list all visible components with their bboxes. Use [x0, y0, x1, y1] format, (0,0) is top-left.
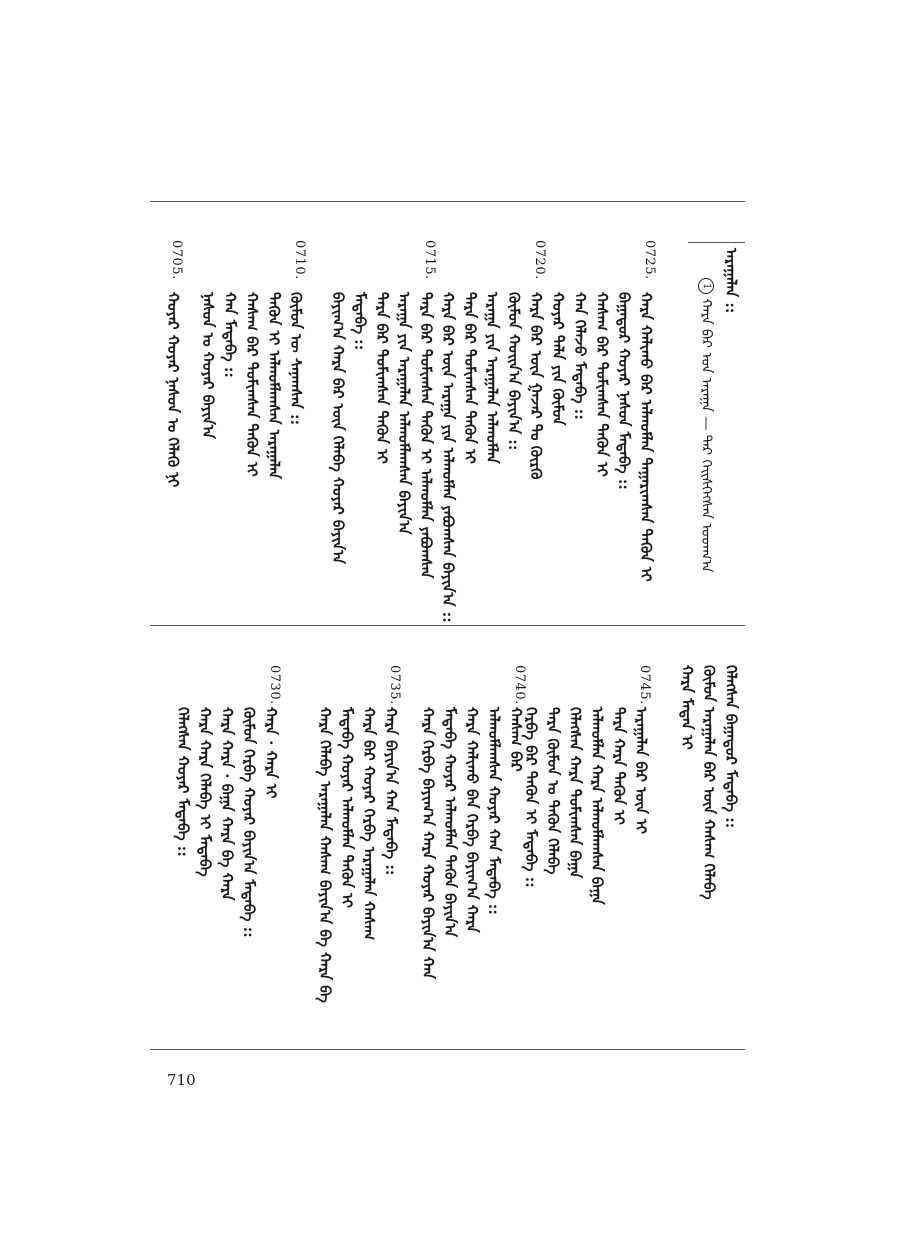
verse-line: ᠬᠠᠷᠠ ᠪᠡᠷ ᠦᠨ ᠭᠠᠵᠠᠷ ᠲᠤ ᠬᠦᠷᠬᠦ	[527, 292, 545, 480]
verse-line: ᠪᠠᠭᠠᠲᠤᠷ ᠬᠤᠶᠠᠷ ᠨᠠᠰᠤᠨ ᠮᠡᠳᠡᠪᠡ ::	[615, 292, 633, 490]
top-rule	[150, 201, 745, 202]
verse-line: ᠬᠠᠰᠠᠭ ᠪᠡᠷ ᠲᠤᠮᠢᠭᠰᠠᠨ ᠲᠡᠭᠦᠨ ᠢ	[593, 292, 611, 477]
verse-line: ᠬᠠᠷᠠ ᠪᠡᠷ ᠦᠨ ᠠᠷᠠᠭᠠ ᠶᠢᠨ ᠠᠯᠬᠤᠮᠯᠠᠨ ᠶᠠᠪᠤᠭᠰᠠᠨ ᠪᠠᠶᠢᠨ᠎ᠠ ::	[439, 292, 457, 623]
verse-line: ᠬᠠᠨ ᠮᠡᠳᠡᠪᠡ ::	[221, 292, 239, 378]
verse-line: ᠮᠡᠳᠡᠪᠡ ᠬᠤᠶᠠᠷ ᠠᠯᠬᠤᠮᠯᠠᠨ ᠲᠡᠭᠦᠨ ᠪᠠᠶᠢᠨ᠎ᠠ	[441, 707, 459, 938]
verse-line: ᠬᠠᠨ ᠬᠡᠯᠡᠵᠦ ᠮᠡᠳᠡᠪᠡ ::	[571, 292, 589, 420]
verse-line: ᠲᠡᠷᠡ ᠬᠦᠮᠦᠨ ᠤ ᠲᠡᠭᠦᠨ ᠬᠡᠯᠡᠪᠡ	[544, 707, 562, 875]
verse-line: ᠠᠷᠠᠭᠠ ᠶᠢᠨ ᠠᠷᠠᠭᠠᠯᠠᠨ ᠠᠯᠬᠤᠮᠯᠠᠨ	[483, 292, 501, 464]
verse-number: 0740.	[512, 665, 527, 705]
verse-line: ᠬᠠᠷᠠ ᠬᠡᠯᠡᠪᠡ ᠠᠷᠠᠭᠠᠯᠠᠨ ᠬᠠᠰᠠᠭ ᠪᠠᠶᠢᠨ᠎ᠠ ᠪᠠ ᠬᠠᠷᠠ ᠪᠠ	[316, 707, 334, 1003]
verse-line: ᠬᠡᠯᠡᠭᠰᠡᠨ ᠬᠠᠷᠠ ᠲᠤᠮᠢᠭᠰᠠᠨ ᠪᠠᠭᠠ	[566, 707, 584, 879]
verse-line: ᠬᠠᠷᠠ ᠬᠠᠷᠠ ᠬᠡᠯᠡᠪᠡ ᠢ ᠮᠡᠳᠡᠪᠡ	[196, 707, 214, 877]
verse-line: ᠬᠠᠷᠠ ᠬᠠᠷᠠ · ᠪᠠᠭᠠ ᠬᠠᠷᠠ ᠪᠠ ᠬᠠᠷᠠ	[218, 707, 236, 901]
verse-line: ᠲᠡᠷᠡ ᠬᠠᠷᠠ ᠲᠡᠭᠦᠨ ᠢ	[610, 707, 628, 825]
verse-line: ᠮᠡᠳᠡᠪᠡ ::	[351, 292, 369, 351]
footnote-text: ᠬᠠᠷᠠ ᠪᠡᠷ ᠤᠨ ᠠᠷᠠᠭᠠ — ᠳᠡᠷ ᠬᠡᠢᠰᠬᠡᠭᠰᠡᠨ ᠤᠳᠬ᠎ᠠ	[698, 298, 714, 573]
verse-line: ᠬᠠᠰᠠᠭ ᠪᠡᠷ ᠲᠤᠮᠢᠭᠰᠠᠨ ᠲᠡᠭᠦᠨ ᠢ	[243, 292, 261, 477]
verse-line: ᠪᠠᠶᠢᠭ᠎ᠠ ᠬᠠᠷᠠ ᠪᠡᠷ ᠦᠨ ᠬᠡᠯᠡᠪᠡ ᠬᠤᠶᠠᠷ ᠪᠠᠶᠢᠨ᠎ᠠ	[329, 292, 347, 564]
verse-line: ᠲᠡᠷᠡ ᠪᠡᠷ ᠲᠤᠮᠢᠭᠰᠠᠨ ᠲᠡᠭᠦᠨ ᠢ ᠠᠯᠬᠤᠮᠯᠠᠨ ᠶᠠᠪᠤᠭᠰᠠᠨ	[417, 292, 435, 579]
verse-line: ᠬᠤᠶᠠᠷ ᠬᠤᠶᠠᠷ ᠨᠠᠰᠤᠨ ᠤ ᠬᠡᠯᠡᠬᠦ ᠨᠢ	[164, 292, 182, 488]
verse-line: ᠬᠦᠮᠦᠨ ᠬᠡᠷᠪᠡ ᠬᠤᠶᠠᠷ ᠪᠠᠶᠢᠨ᠎ᠠ ᠮᠡᠳᠡᠪᠡ ::	[240, 707, 258, 938]
lower-panel	[150, 665, 745, 1045]
continuation-line: ᠬᠠᠷᠠ ᠮᠡᠳᠡᠨ ᠢ	[678, 665, 696, 750]
verse-line: ᠬᠠᠰᠠᠭ ᠪᠡᠷ	[507, 707, 525, 772]
verse-line: ᠠᠯᠬᠤᠮᠯᠠᠨ ᠬᠠᠷᠠ ᠠᠯᠬᠤᠮᠯᠠᠭᠰᠠᠨ ᠪᠠᠭᠠ	[588, 707, 606, 905]
verse-line: ᠬᠠᠷᠠ ᠬᠡᠷᠪᠡ ᠪᠠᠶᠢᠭ᠎ᠠ ᠬᠠᠷᠠ ᠬᠤᠶᠠᠷ ᠪᠠᠶᠢᠨ᠎ᠠ ᠬᠠᠨ	[419, 707, 437, 979]
verse-number: 0705.	[169, 240, 184, 280]
verse-line: ᠨᠠᠰᠤᠨ ᠤ ᠬᠤᠶᠠᠷ ᠪᠠᠶᠢᠨ᠎ᠠ	[199, 292, 217, 439]
verse-line: ᠬᠤᠶᠠᠷ ᠲᠠᠯᠠ ᠶᠢᠨ ᠬᠦᠮᠦᠨ	[549, 292, 567, 426]
page-number: 710	[167, 1071, 196, 1089]
footnote-marker: 1	[698, 278, 714, 294]
verse-line: ᠬᠠᠷᠠ ᠪᠠᠶᠢᠨ᠎ᠠ ᠬᠠᠨ ᠮᠡᠳᠡᠪᠡ ::	[382, 707, 400, 876]
verse-number: 0725.	[642, 240, 657, 280]
verse-line: ᠠᠯᠬᠤᠮᠯᠠᠭᠰᠠᠨ ᠬᠤᠶᠠᠷ ᠬᠠᠨ ᠮᠡᠳᠡᠪᠡ ::	[485, 707, 503, 915]
continuation-text: ᠠᠷᠠᠭᠠᠯᠠᠨ ::	[722, 248, 740, 314]
verse-number: 0730.	[267, 665, 282, 705]
verse-line: ᠬᠦᠮᠦᠨ ᠦ ᠰᠠᠨᠠᠭᠰᠠᠨ ::	[287, 292, 305, 426]
verse-line: ᠬᠠᠷᠠ ᠬᠠᠯᠢᠬᠤ ᠪᠠᠨ ᠬᠡᠷᠪᠡ ᠪᠠᠶᠢᠭ᠎ᠠ ᠬᠠᠷᠠ	[463, 707, 481, 933]
verse-number: 0745.	[637, 665, 652, 705]
verse-number: 0720.	[532, 240, 547, 280]
verse-line: ᠬᠡᠯᠡᠭᠰᠡᠨ ᠬᠤᠶᠠᠷ ᠮᠡᠳᠡᠪᠡ ::	[174, 707, 192, 857]
verse-line: ᠲᠡᠭᠦᠨ ᠢ ᠠᠯᠬᠤᠮᠯᠠᠭᠰᠠᠨ ᠠᠷᠠᠭᠠᠯᠠᠨ	[265, 292, 283, 479]
verse-line: ᠠᠷᠠᠭᠠ ᠶᠢᠨ ᠠᠷᠠᠭᠠᠯᠠᠨ ᠠᠯᠬᠤᠮᠯᠠᠭᠰᠠᠨ ᠪᠠᠶᠢᠨ᠎ᠠ	[395, 292, 413, 535]
bottom-rule	[150, 1049, 745, 1050]
verse-line: ᠲᠡᠷᠡ ᠪᠡᠷ ᠲᠤᠮᠢᠭᠰᠠᠨ ᠲᠡᠭᠦᠨ ᠢ	[373, 292, 391, 464]
verse-line: ᠬᠦᠮᠦᠨ ᠬᠤᠢᠨ᠎ᠠ ᠪᠠᠶᠢᠨ᠎ᠠ ::	[505, 292, 523, 451]
verse-number: 0735.	[387, 665, 402, 705]
middle-rule	[150, 625, 745, 626]
verse-line: ᠬᠡᠷᠪᠡ ᠪᠡᠷ ᠲᠡᠭᠦᠨ ᠢ ᠮᠡᠳᠡᠪᠡ ::	[522, 707, 540, 888]
continuation-line: ᠬᠡᠯᠡᠭᠰᠡᠨ ᠪᠠᠭᠠᠲᠤᠷ ᠮᠡᠳᠡᠪᠡ ::	[722, 665, 740, 829]
footnote	[695, 278, 717, 572]
verse-line: ᠬᠠᠷᠠ · ᠬᠠᠷᠠ ᠢ	[262, 707, 280, 799]
continuation-line: ᠬᠦᠮᠦᠨ ᠠᠷᠠᠭᠠᠯᠠᠨ ᠪᠡᠷ ᠦᠨ ᠬᠠᠰᠠᠭ ᠬᠡᠯᠡᠪᠡ	[700, 665, 718, 900]
verse-line: ᠮᠡᠳᠡᠪᠡ ᠬᠤᠶᠠᠷ ᠠᠯᠬᠤᠮᠯᠠᠨ ᠲᠡᠭᠦᠨ ᠢ	[338, 707, 356, 908]
verse-number: 0715.	[422, 240, 437, 280]
verse-line: ᠬᠠᠷᠠ ᠬᠠᠯᠢᠬᠤ ᠪᠡᠷ ᠠᠯᠬᠤᠮᠯᠠᠨ ᠳᠠᠭᠠᠷᠢᠭᠰᠠᠨ ᠲᠡᠭᠦᠨ ᠢ	[637, 292, 655, 582]
verse-line: ᠲᠡᠷᠡ ᠪᠡᠷ ᠲᠤᠮᠢᠭᠰᠠᠨ ᠲᠡᠭᠦᠨ ᠢ	[461, 292, 479, 464]
verse-line: ᠬᠠᠷᠠ ᠪᠡᠷ ᠬᠤᠶᠠᠷ ᠬᠡᠷᠪᠡ ᠠᠷᠠᠭᠠᠯᠠᠨ ᠬᠠᠰᠠᠭ	[360, 707, 378, 941]
upper-panel	[150, 240, 745, 623]
verse-line: ᠠᠷᠠᠭᠠᠯᠠᠨ ᠪᠡᠷ ᠦᠨ ᠢ	[632, 707, 650, 834]
verse-number: 0710.	[292, 240, 307, 280]
